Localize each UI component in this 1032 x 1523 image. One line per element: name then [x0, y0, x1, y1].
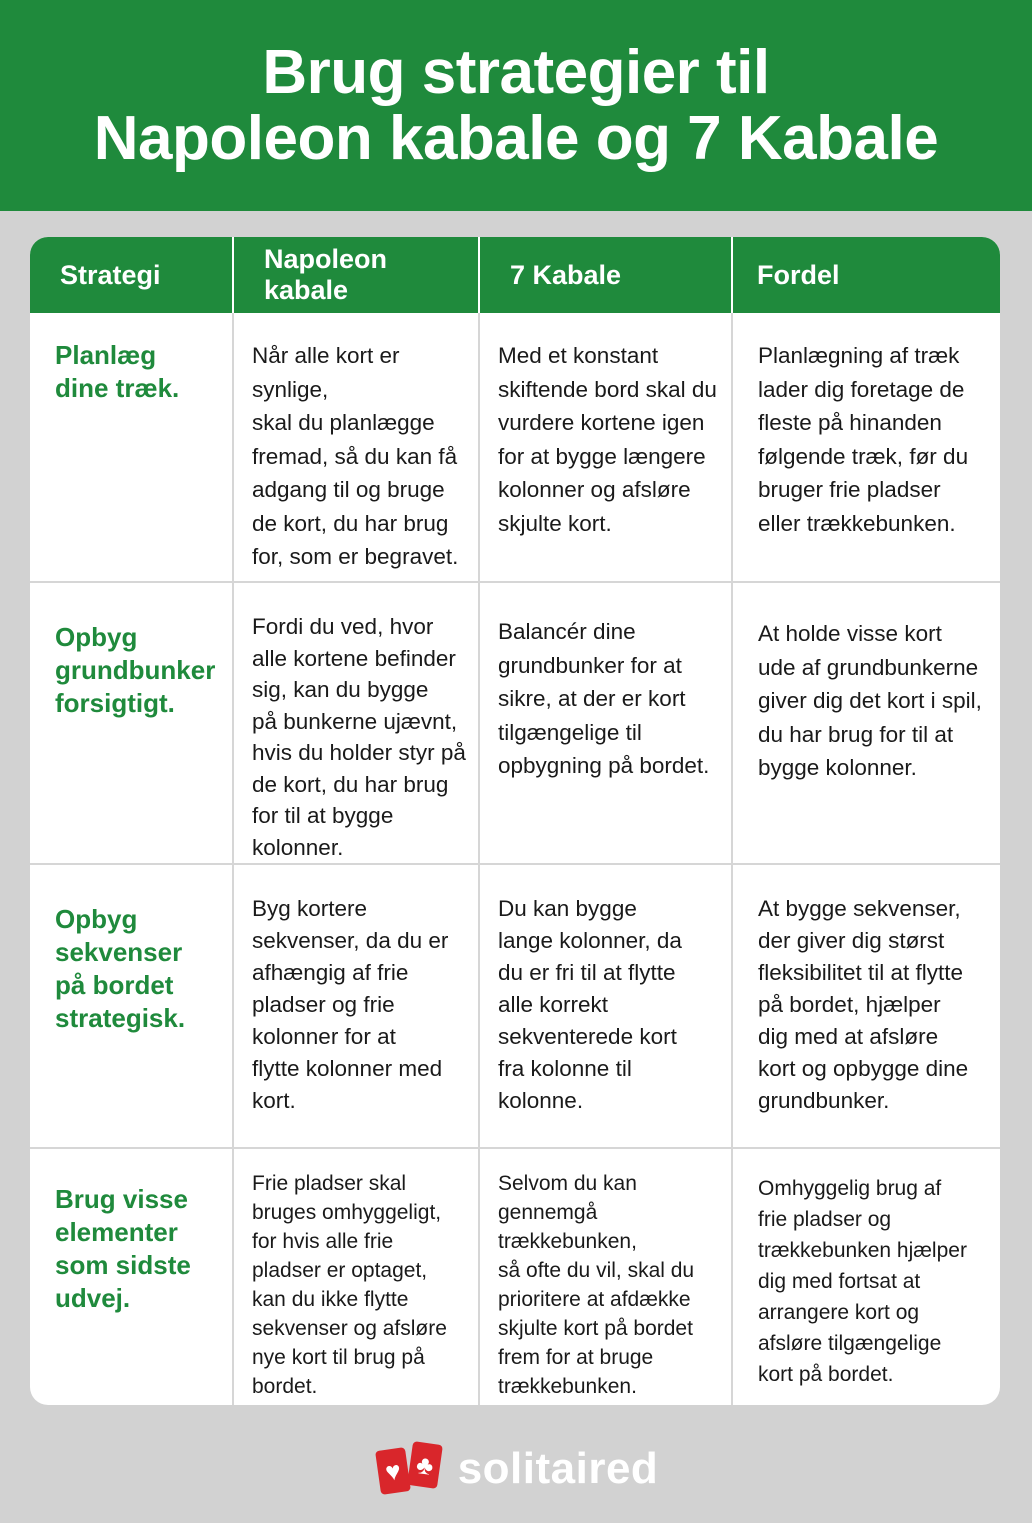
strategy-table [30, 237, 1000, 1405]
napoleon-cell: Når alle kort er synlige, skal du planlægge fremad, så du kan få adgang til og bruge de kort, du har brug for, som er begravet. [234, 313, 480, 581]
strategy-cell: Opbyg grundbunker forsigtigt. [30, 583, 234, 863]
kabale7-cell: Balancér dine grundbunker for at sikre, at der er kort tilgængelige til opbygning på bordet. [480, 583, 733, 863]
table-row [30, 1149, 1000, 1405]
kabale7-cell: Med et konstant skiftende bord skal du vurdere kortene igen for at bygge længere kolonner og afsløre skjulte kort. [480, 313, 733, 581]
advantage-cell: At holde visse kort ude af grundbunkerne giver dig det kort i spil, du har brug for til at bygge kolonner. [758, 621, 982, 780]
strategy-cell: Planlæg dine træk. [30, 313, 234, 581]
page-title-line-1: Brug strategier til [262, 37, 770, 107]
strategy-cell: Brug visse elementer som sidste udvej. [30, 1149, 234, 1405]
kabale7-cell: Du kan bygge lange kolonner, da du er fri til at flytte alle korrekt sekventerede kort fra kolonne til kolonne. [480, 865, 733, 1147]
advantage-cell: Omhyggelig brug af frie pladser og trækkebunken hjælper dig med fortsat at arrangere kort og afsløre tilgængelige kort på bordet. [758, 1177, 967, 1386]
napoleon-cell: Byg kortere sekvenser, da du er afhængig af frie pladser og frie kolonner for at flytte kolonner med kort. [234, 865, 480, 1147]
header-napoleon: Napoleon kabale [234, 237, 480, 313]
table-row [30, 313, 1000, 583]
club-card-icon: ♣ [407, 1441, 443, 1489]
table-row [30, 583, 1000, 865]
table-row [30, 865, 1000, 1149]
logo-mark [374, 1441, 446, 1497]
page-header [0, 0, 1032, 211]
header-7-kabale: 7 Kabale [480, 237, 733, 313]
kabale7-cell: Selvom du kan gennemgå trækkebunken, så ofte du vil, skal du prioritere at afdække skjulte kort på bordet frem for at bruge trækkebunken. [480, 1149, 733, 1405]
napoleon-cell: Fordi du ved, hvor alle kortene befinder sig, kan du bygge på bunkerne ujævnt, hvis du holder styr på de kort, du har brug for til at bygge kolonner. [234, 583, 480, 863]
advantage-cell: At bygge sekvenser, der giver dig størst fleksibilitet til at flytte på bordet, hjælper dig med at afsløre kort og opbygge dine grundbunker. [758, 896, 969, 1113]
table-header-row [30, 237, 1000, 313]
heart-card-icon: ♥ [375, 1447, 411, 1495]
header-strategy: Strategi [30, 237, 234, 313]
header-fordel: Fordel [757, 259, 840, 290]
footer [0, 1415, 1032, 1523]
brand-logo-text: solitaired [457, 1444, 659, 1493]
page-title-line-2: Napoleon kabale og 7 Kabale [93, 103, 939, 173]
advantage-cell: Planlægning af træk lader dig foretage de fleste på hinanden følgende træk, før du bruger frie pladser eller trækkebunken. [758, 343, 969, 536]
strategy-cell: Opbyg sekvenser på bordet strategisk. [30, 865, 234, 1147]
napoleon-cell: Frie pladser skal bruges omhyggeligt, for hvis alle frie pladser er optaget, kan du ikke flytte sekvenser og afsløre nye kort til brug på bordet. [234, 1149, 480, 1405]
